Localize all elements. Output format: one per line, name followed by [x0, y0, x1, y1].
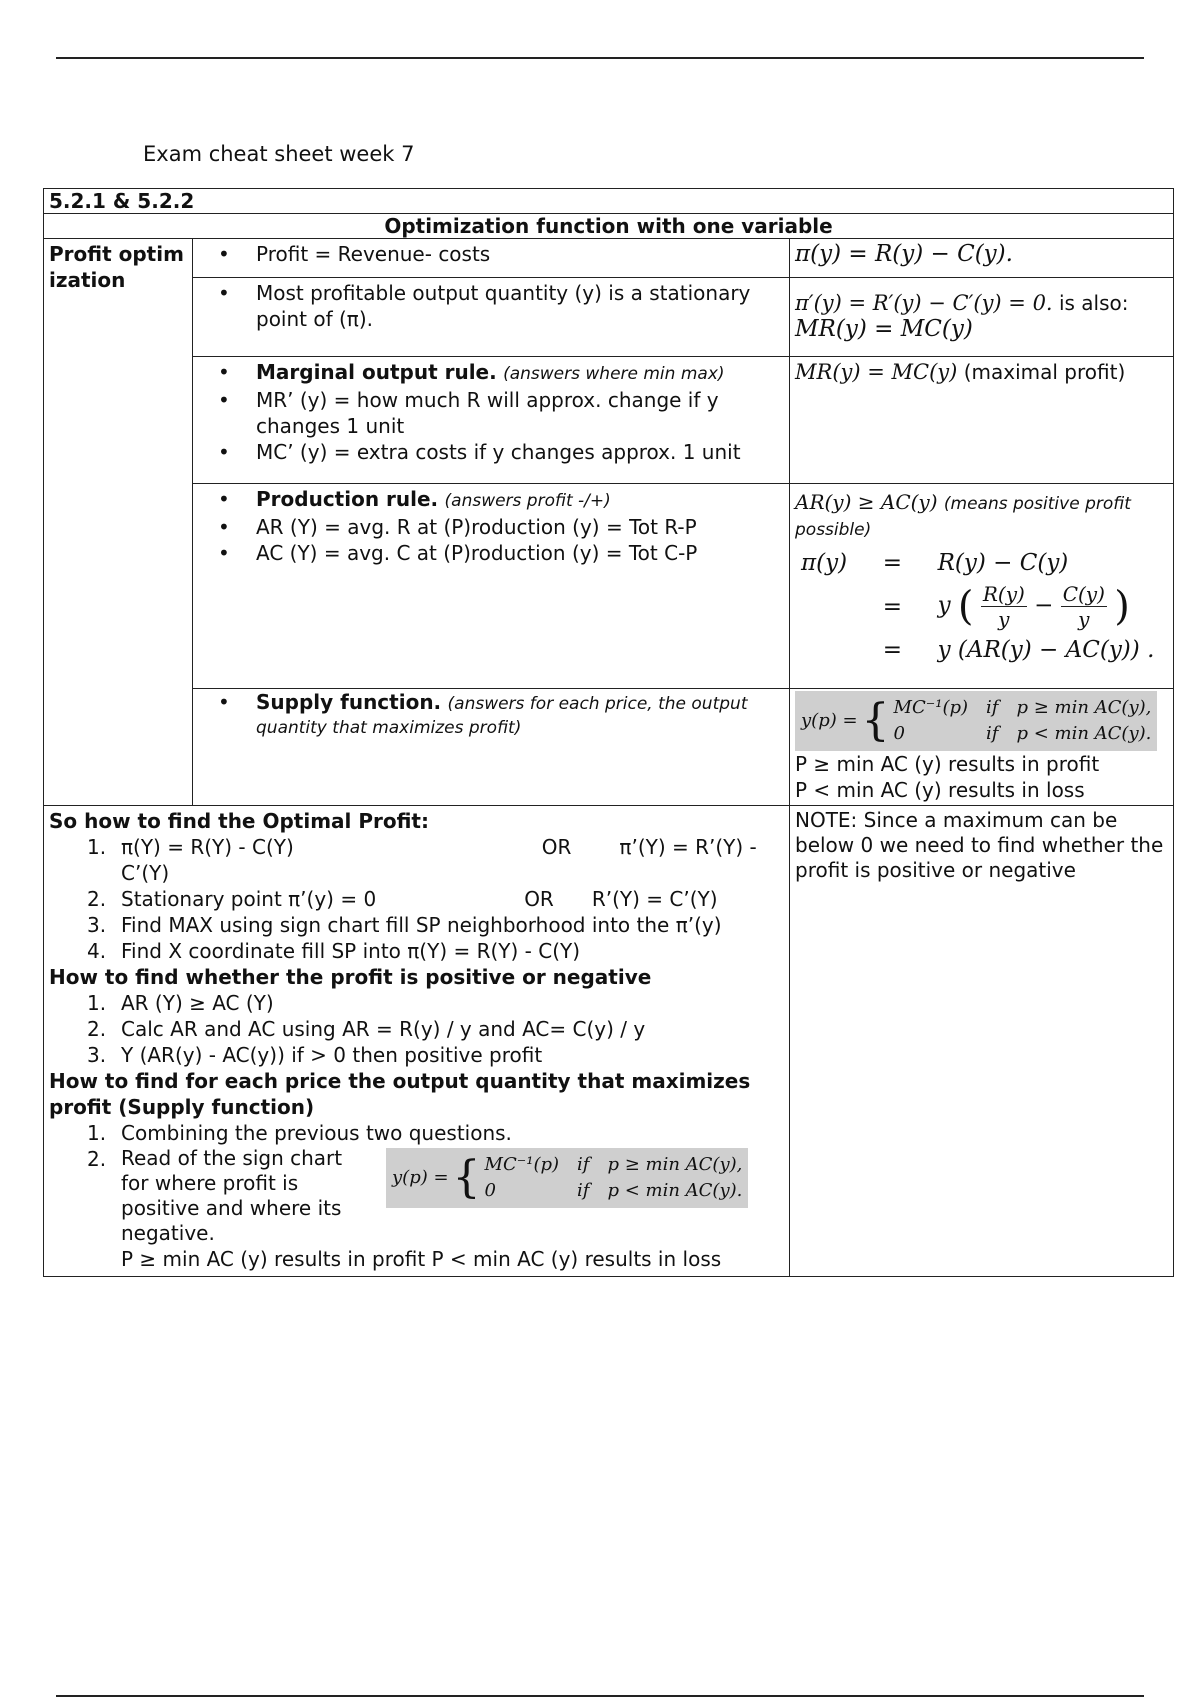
- optimal-step-3-a: Find MAX using sign chart fill SP neighborhood into the π’(y): [121, 913, 722, 937]
- optimal-step-4-a: Find X coordinate fill SP into π(Y) = R(Y) - C(Y): [121, 939, 581, 963]
- case2-if: if: [986, 723, 999, 744]
- optimal-step-1-b: π’(Y) = R’(Y) - C’(Y): [121, 835, 757, 885]
- section-heading: Optimization function with one variable: [44, 214, 1174, 239]
- optimal-step-1: [49, 834, 784, 886]
- production-formula-cell: [790, 484, 1174, 689]
- row-production-rule: [44, 484, 1174, 689]
- derivation-eq-2: =: [882, 593, 902, 620]
- case2-condition: p < min AC(y).: [1016, 723, 1152, 744]
- supply-note: (answers for each price, the output quantity that maximizes profit): [256, 694, 748, 738]
- supply-formula-cell: [790, 689, 1174, 806]
- optimal-step-4-num: 4.: [87, 939, 107, 963]
- fraction-c: [1061, 582, 1107, 631]
- supply-cell: [193, 689, 790, 806]
- supply-heading: How to find for each price the output quantity that maximizes profit (Supply function): [49, 1069, 751, 1119]
- derivation-minus: −: [1034, 592, 1054, 619]
- topic-label: Profit optimization: [44, 239, 193, 806]
- optimal-step-2-a: Stationary point π’(y) = 0: [121, 887, 377, 911]
- optimal-step-1-a: π(Y) = R(Y) - C(Y): [121, 835, 294, 859]
- marginal-formula-note: (maximal profit): [963, 360, 1126, 384]
- step-case2-condition: p < min AC(y).: [607, 1180, 743, 1201]
- supply-title: Supply function.: [256, 690, 442, 714]
- sign-step-3-text: Y (AR(y) - AC(y)) if > 0 then positive profit: [121, 1043, 543, 1067]
- optimal-step-2-or: OR: [524, 887, 554, 911]
- row-stationary-point: [44, 278, 1174, 357]
- supply-step-2: [49, 1146, 784, 1272]
- step-case1-condition: p ≥ min AC(y),: [607, 1154, 743, 1175]
- profit-definition-formula: π(y) = R(y) − C(y).: [790, 239, 1174, 278]
- supply-step-2-num: 2.: [87, 1147, 107, 1171]
- howto-cell: [44, 806, 790, 1277]
- derivation-eq-3: =: [882, 637, 902, 663]
- sign-step-2: [49, 1016, 784, 1042]
- supply-cases-formula: y(p) = { MC⁻¹(p) if p ≥ min AC(y), 0 if p < min AC(y).: [795, 691, 1157, 751]
- case1-value: MC⁻¹(p): [893, 697, 969, 718]
- row-profit-definition: [44, 239, 1174, 278]
- optimal-heading: So how to find the Optimal Profit:: [49, 809, 429, 833]
- stationary-formula-cell: [790, 278, 1174, 357]
- production-note: (answers profit -/+): [444, 491, 611, 511]
- step-case2-if: if: [577, 1180, 590, 1201]
- stationary-cell: [193, 278, 790, 357]
- production-formula-note: (means positive profit possible): [795, 494, 1131, 540]
- section-heading-row: [44, 214, 1174, 239]
- row-marginal-rule: [44, 357, 1174, 484]
- production-cell: [193, 484, 790, 689]
- supply-step-2-formula: y(p) = { MC⁻¹(p) if p ≥ min AC(y), 0 if p < min AC(y).: [386, 1148, 748, 1208]
- fraction-c-den: y: [1078, 607, 1090, 631]
- note-text: NOTE: Since a maximum can be below 0 we need to find whether the profit is positive or negative: [795, 808, 1164, 882]
- row-supply-function: [44, 689, 1174, 806]
- supply-profit-text: P ≥ min AC (y) results in profit: [795, 752, 1100, 776]
- case2-value: 0: [893, 723, 905, 744]
- profit-definition-cell: [193, 239, 790, 278]
- row-howto: [44, 806, 1174, 1277]
- optimal-step-2-num: 2.: [87, 887, 107, 911]
- sign-step-1-num: 1.: [87, 991, 107, 1015]
- marginal-cell: • Marginal output rule. (answers where min max) • MR’ (y) = how much R will approx. change if y changes 1 unit • MC’ (y) = extra costs if y changes approx. 1 unit: [193, 357, 790, 484]
- supply-step-1-text: Combining the previous two questions.: [121, 1121, 512, 1145]
- derivation-eq-1: =: [882, 550, 902, 576]
- derivation-y: y: [937, 592, 951, 619]
- optimal-step-1-or: OR: [541, 835, 572, 859]
- marginal-title: Marginal output rule: [256, 360, 490, 384]
- stationary-formula: π′(y) = R′(y) − C′(y) = 0.: [795, 291, 1053, 315]
- optimal-step-4: [49, 938, 784, 964]
- case1-condition: p ≥ min AC(y),: [1016, 697, 1152, 718]
- sign-step-3-num: 3.: [87, 1043, 107, 1067]
- derivation-line-3: y (AR(y) − AC(y)) .: [937, 637, 1155, 663]
- supply-loss-text: P < min AC (y) results in loss: [795, 778, 1085, 802]
- optimal-step-1-num: 1.: [87, 835, 107, 859]
- fraction-r-den: y: [998, 607, 1010, 631]
- optimal-step-3: [49, 912, 784, 938]
- marginal-mc-text: • MC’ (y) = extra costs if y changes approx. 1 unit: [256, 439, 784, 465]
- marginal-formula: MR(y) = MC(y): [795, 360, 958, 384]
- document-title: Exam cheat sheet week 7: [143, 142, 415, 166]
- optimal-step-2-b: R’(Y) = C’(Y): [591, 887, 718, 911]
- fraction-c-num: C(y): [1062, 582, 1105, 606]
- section-label-row: [44, 189, 1174, 214]
- optimal-step-2: [49, 886, 784, 912]
- derivation-line-1: R(y) − C(y): [937, 550, 1069, 576]
- sign-step-2-text: Calc AR and AC using AR = R(y) / y and AC= C(y) / y: [121, 1017, 646, 1041]
- production-formula: AR(y) ≥ AC(y): [795, 490, 938, 514]
- header-rule: [56, 57, 1144, 59]
- marginal-formula-cell: [790, 357, 1174, 484]
- derivation-lhs: π(y): [801, 550, 848, 576]
- stationary-mr-formula: MR(y) = MC(y): [795, 316, 973, 342]
- supply-step-1-num: 1.: [87, 1121, 107, 1145]
- production-ac-text: • AC (Y) = avg. C at (P)roduction (y) = Tot C-P: [256, 540, 784, 566]
- production-ar-text: • AR (Y) = avg. R at (P)roduction (y) = Tot R-P: [256, 514, 784, 540]
- derivation-line-2: y ( $\frac{R(y)}{y}$ − $\frac{C(y)}{y}$ ): [937, 582, 1130, 631]
- optimal-step-3-num: 3.: [87, 913, 107, 937]
- supply-step-2-tail: P ≥ min AC (y) results in profit P < min AC (y) results in loss: [121, 1247, 722, 1271]
- sign-step-2-num: 2.: [87, 1017, 107, 1041]
- sign-step-1-text: AR (Y) ≥ AC (Y): [121, 991, 274, 1015]
- sign-heading: How to find whether the profit is positive or negative: [49, 965, 652, 989]
- step-case1-value: MC⁻¹(p): [484, 1154, 560, 1175]
- note-cell: [790, 806, 1174, 1277]
- profit-derivation: [795, 550, 1168, 663]
- step-case1-if: if: [577, 1154, 590, 1175]
- fraction-r-num: R(y): [982, 582, 1025, 606]
- also-label: is also:: [1058, 291, 1129, 315]
- cases-lhs: y(p) =: [801, 710, 858, 731]
- section-label: 5.2.1 & 5.2.2: [44, 189, 1174, 214]
- marginal-mr-text: • MR’ (y) = how much R will approx. change if y changes 1 unit: [256, 387, 784, 439]
- step-case2-value: 0: [484, 1180, 496, 1201]
- footer-rule: [56, 1695, 1144, 1697]
- cheat-sheet-table: [43, 188, 1174, 1277]
- sign-step-3: [49, 1042, 784, 1068]
- step-cases-lhs: y(p) =: [392, 1167, 449, 1188]
- sign-step-1: [49, 990, 784, 1016]
- profit-definition-text: • Profit = Revenue- costs: [256, 241, 784, 267]
- stationary-text: • Most profitable output quantity (y) is a stationary point of (π).: [256, 280, 784, 332]
- supply-step-2-text: Read of the sign chart for where profit is positive and where its negative.: [121, 1146, 343, 1245]
- production-title: Production rule.: [256, 487, 439, 511]
- case1-if: if: [986, 697, 999, 718]
- marginal-note: (answers where min max): [503, 364, 725, 384]
- supply-step-1: [49, 1120, 784, 1146]
- fraction-r: [981, 582, 1027, 631]
